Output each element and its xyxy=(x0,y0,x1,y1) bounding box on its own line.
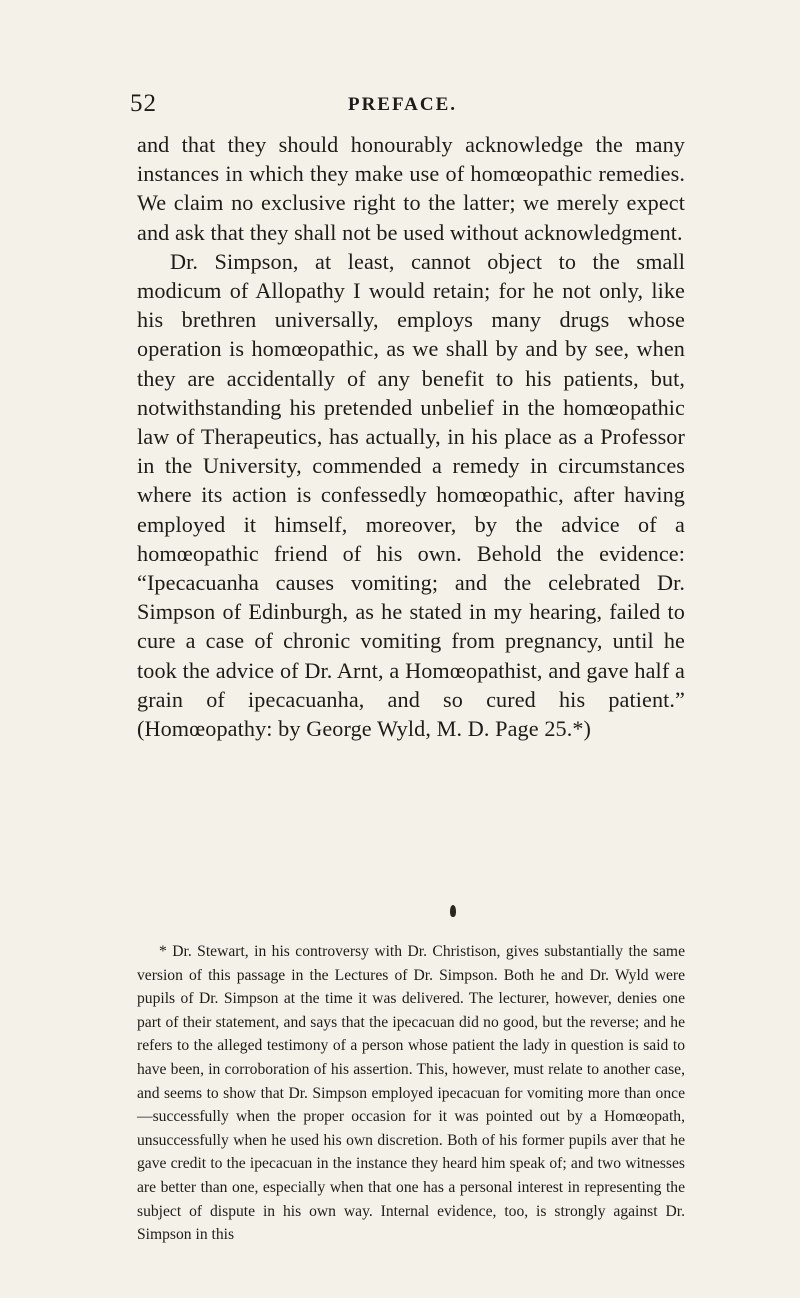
paragraph-continuation: and that they should honourably acknowledge the many instances in which they make use of homœopathic remedies. We claim no exclusive right to the latter; we merely expect and ask that they shall not be used without acknowledgment. xyxy=(137,132,685,245)
paragraph-simpson: Dr. Simpson, at least, cannot object to the small modicum of Allopathy I would retain; for he not only, like his brethren universally, employs many drugs whose operation is homœopathic, as we shall by and by see, when they are accidentally of any benefit to his patients, but, notwithstanding his pretended unbelief in the homœopathic law of Therapeutics, has actually, in his place as a Professor in the University, commended a remedy in circumstances where its action is confessedly homœopathic, after having employed it himself, moreover, by the advice of a homœopathic friend of his own. Behold the evidence: “Ipecacuanha causes vomiting; and the celebrated Dr. Simpson of Edinburgh, as he stated in my hearing, failed to cure a case of chronic vomiting from pregnancy, until he took the advice of Dr. Arnt, a Homœopathist, and gave half a grain of ipecacuanha, and so cured his patient.” (Homœopathy: by George Wyld, M. D. Page 25.*) xyxy=(137,248,685,742)
footnote: * Dr. Stewart, in his controversy with Dr. Christison, gives substantially the same version of this passage in the Lectures of Dr. Simpson. Both he and Dr. Wyld were pupils of Dr. Simpson at the time it was delivered. The lecturer, however, denies one part of their statement, and says that the ipecacuan did no good, but the reverse; and he refers to the alleged testimony of a person whose patient the lady in question is said to have been, in corroboration of his assertion. This, however, must relate to another case, and seems to show that Dr. Simpson employed ipecacuan for vomiting more than once—successfully when the proper occasion for it was pointed out by a Homœopath, unsuccessfully when he used his own discretion. Both of his former pupils aver that he gave credit to the ipecacuan in the instance they heard him speak of; and two witnesses are better than one, especially when that one has a personal interest in representing the subject of dispute in his own way. Internal evidence, too, is strongly against Dr. Simpson in this xyxy=(137,943,685,1244)
running-head xyxy=(130,90,675,120)
ink-blot-mark xyxy=(450,905,456,917)
section-title: PREFACE. xyxy=(347,94,458,115)
main-text xyxy=(137,130,685,743)
page-number: 52 xyxy=(130,90,157,117)
